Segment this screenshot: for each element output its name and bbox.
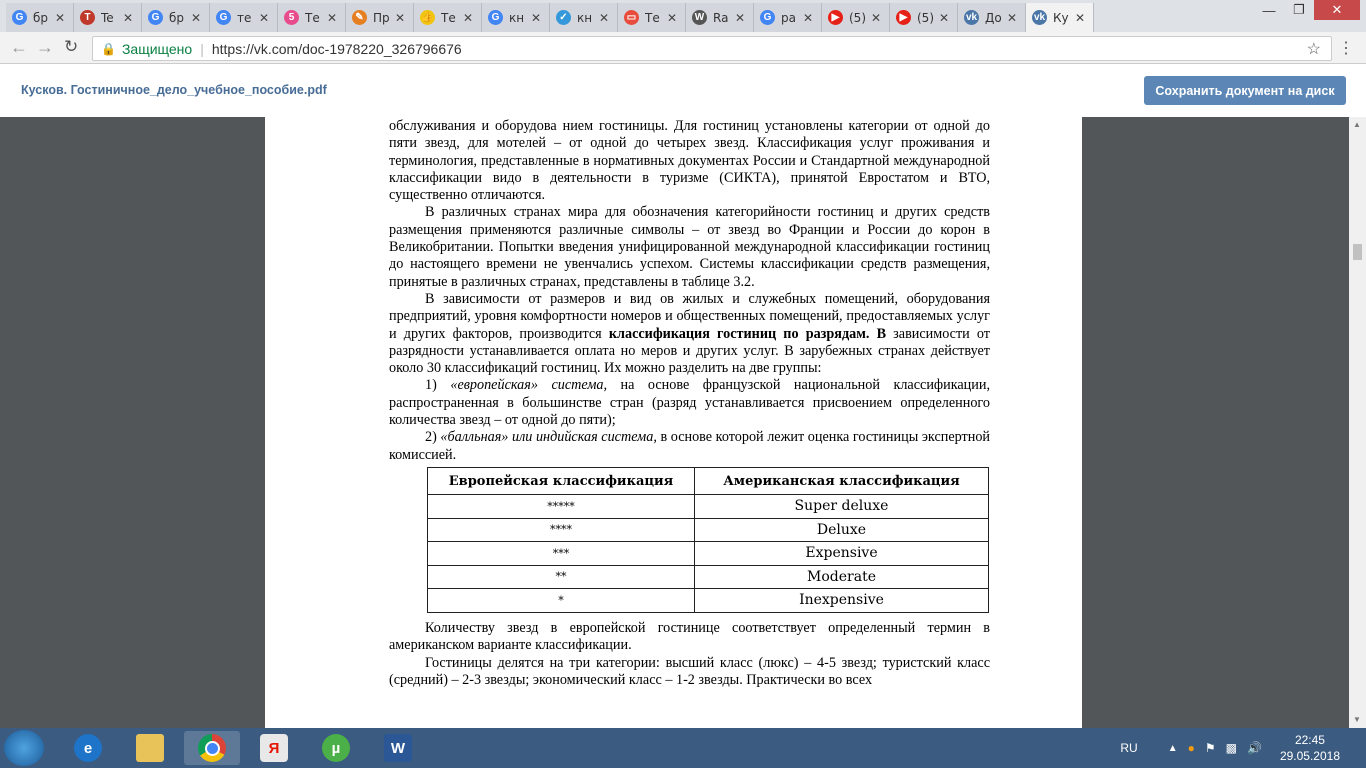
- save-to-disk-button[interactable]: Сохранить документ на диск: [1144, 76, 1346, 105]
- browser-tab[interactable]: [958, 3, 1026, 32]
- list-text: в основе которой лежит оценка гостиницы экспертной комиссией.: [389, 429, 991, 463]
- tab-label: Те: [441, 10, 456, 25]
- browser-tab[interactable]: [414, 3, 482, 32]
- browser-tab[interactable]: [482, 3, 550, 32]
- browser-tab[interactable]: [1026, 3, 1094, 32]
- tab-close-icon[interactable]: ✕: [1074, 10, 1085, 25]
- tab-label: (5): [849, 10, 866, 25]
- document-title: Кусков. Гостиничное_дело_учебное_пособие.pdf: [21, 83, 327, 97]
- google-icon: G: [216, 10, 231, 25]
- paragraph: обслуживания и оборудова нием гостиницы. Для гостиниц установлены категории от одной до пяти звезд, для мотелей – от одной до четырех звезд. Классификация услуг проживания и терминология, представленные в нормативных документах России и Стандартной международной классификации видо в деятельности в туризме (СИКТА), принятой Евростатом и ВТО, существенно отличаются.: [389, 118, 990, 204]
- tab-close-icon[interactable]: ✕: [258, 10, 269, 25]
- forward-icon[interactable]: →: [36, 37, 54, 57]
- scroll-up-icon[interactable]: ▲: [1353, 120, 1361, 129]
- tab-label: Те: [305, 10, 320, 25]
- table-cell: Expensive: [695, 542, 989, 566]
- list-number: 1): [425, 377, 437, 394]
- yandex-browser-icon: Я: [260, 734, 288, 762]
- browser-tab[interactable]: [618, 3, 686, 32]
- site-icon: ✓: [556, 10, 571, 25]
- list-text: на основе французской национальной классификации, распространенная в большинстве стран (разряд устанавливается присвоением определенного количества звезд – от одной до пяти);: [389, 377, 990, 429]
- site-icon: 5: [284, 10, 299, 25]
- tab-close-icon[interactable]: ✕: [190, 10, 201, 25]
- browser-menu-icon[interactable]: ⋮: [1338, 40, 1354, 57]
- italic-term: «европейская» система,: [450, 377, 608, 394]
- browser-tab[interactable]: [278, 3, 346, 32]
- site-icon: ✎: [352, 10, 367, 25]
- table-row: [428, 542, 989, 566]
- tab-close-icon[interactable]: ✕: [54, 10, 65, 25]
- system-tray: [1120, 728, 1366, 768]
- browser-titlebar: [0, 0, 1366, 32]
- clock-date: 29.05.2018: [1279, 749, 1340, 763]
- tray-app-icon[interactable]: ●: [1187, 741, 1195, 755]
- reload-icon[interactable]: ↻: [64, 37, 79, 56]
- browser-tab[interactable]: [210, 3, 278, 32]
- tab-close-icon[interactable]: ✕: [870, 10, 881, 25]
- tab-label: ра: [781, 10, 796, 25]
- paragraph: Гостиницы делятся на три категории: высший класс (люкс) – 4-5 звезд; туристский класс (средний) – 2-3 звезды; экономический класс – 1-2 звезды. Практически во всех: [389, 654, 990, 688]
- back-icon[interactable]: ←: [10, 37, 28, 57]
- table-cell: Inexpensive: [695, 589, 989, 613]
- tab-close-icon[interactable]: ✕: [734, 10, 745, 25]
- volume-icon[interactable]: 🔊: [1246, 741, 1262, 755]
- tab-label: (5): [917, 10, 934, 25]
- tab-label: бр: [169, 10, 185, 25]
- close-icon[interactable]: ✕: [1314, 0, 1360, 20]
- address-bar: [0, 32, 1366, 64]
- tab-close-icon[interactable]: ✕: [1006, 10, 1017, 25]
- youtube-icon: ▶: [828, 10, 843, 25]
- start-button[interactable]: [4, 730, 44, 766]
- tab-close-icon[interactable]: ✕: [598, 10, 609, 25]
- utorrent-icon: µ: [322, 734, 350, 762]
- tab-close-icon[interactable]: ✕: [462, 10, 473, 25]
- table-cell: ***: [428, 542, 695, 566]
- table-cell: *****: [428, 495, 695, 519]
- table-cell: *: [428, 589, 695, 613]
- table-header: Европейская классификация: [428, 468, 695, 495]
- clock-time: 22:45: [1294, 733, 1325, 747]
- secure-label: Защищено: [121, 40, 193, 57]
- tab-close-icon[interactable]: ✕: [666, 10, 677, 25]
- internet-explorer-icon: e: [74, 734, 102, 762]
- page-text: [389, 118, 990, 464]
- maximize-icon[interactable]: ❐: [1293, 2, 1305, 17]
- explorer-taskbar-button[interactable]: [122, 731, 178, 765]
- bold-term: классификация гостиниц по разрядам. В: [608, 325, 887, 342]
- paragraph: В различных странах мира для обозначения категорийности гостиниц и других средств размещения применяются различные символы – от звезд во Франции и России до корон в Великобритании. Попытки введения унифицированной международной классификации гостиниц до настоящего времени не увенчались успехом. Системы классификации средств размещения, принятые в различных странах, представлены в таблице 3.2.: [389, 204, 990, 290]
- url-separator: |: [200, 40, 204, 57]
- table-row: [428, 565, 989, 589]
- tab-strip: [6, 3, 1094, 32]
- bookmark-star-icon[interactable]: ☆: [1306, 40, 1321, 58]
- tab-close-icon[interactable]: ✕: [938, 10, 949, 25]
- browser-tab[interactable]: [142, 3, 210, 32]
- list-number: 2): [425, 429, 437, 446]
- paragraph: [389, 291, 990, 377]
- tab-label: Ra: [713, 10, 729, 25]
- word-taskbar-button[interactable]: [370, 731, 426, 765]
- chrome-icon: [198, 734, 226, 762]
- tab-label: кн: [577, 10, 593, 25]
- url-input[interactable]: [92, 36, 1332, 61]
- browser-tab[interactable]: [74, 3, 142, 32]
- vertical-scrollbar[interactable]: [1349, 117, 1366, 728]
- google-icon: G: [12, 10, 27, 25]
- google-icon: G: [488, 10, 503, 25]
- tab-close-icon[interactable]: ✕: [326, 10, 337, 25]
- tray-expand-icon[interactable]: ▲: [1167, 742, 1178, 754]
- tab-label: Te: [101, 10, 114, 25]
- browser-tab[interactable]: [550, 3, 618, 32]
- chrome-taskbar-button[interactable]: [184, 731, 240, 765]
- tab-label: Ку: [1053, 10, 1069, 25]
- browser-tab[interactable]: [6, 3, 74, 32]
- pdf-page: [265, 117, 1082, 728]
- tab-close-icon[interactable]: ✕: [530, 10, 541, 25]
- action-center-icon[interactable]: ⚑: [1204, 741, 1216, 755]
- site-icon: 👍: [421, 12, 434, 23]
- window-controls: [1254, 0, 1360, 20]
- table-row: [428, 495, 989, 519]
- table-header: Американская классификация: [695, 468, 989, 495]
- browser-tab[interactable]: [346, 3, 414, 32]
- page-text-lower: [389, 620, 990, 689]
- tab-label: те: [237, 10, 252, 25]
- ie-taskbar-button[interactable]: [60, 731, 116, 765]
- paragraph-text: зависимости от разрядности устанавливается оплата но меров и других услуг. В зарубежных странах действует около 30 классификаций гостиниц. Их можно разделить на две группы:: [389, 325, 991, 377]
- document-header: [0, 64, 1366, 118]
- language-indicator[interactable]: RU: [1120, 741, 1138, 755]
- table-cell: Super deluxe: [695, 495, 989, 519]
- table-cell: Moderate: [695, 565, 989, 589]
- youtube-icon: ▶: [896, 10, 911, 25]
- table-row: [428, 589, 989, 613]
- italic-term: «балльная» или индийская система,: [440, 429, 657, 446]
- wikipedia-icon: W: [692, 10, 707, 25]
- yandex-taskbar-button[interactable]: [246, 731, 302, 765]
- tab-label: кн: [509, 10, 525, 25]
- list-item: [389, 377, 990, 429]
- browser-tab[interactable]: [890, 3, 958, 32]
- tab-label: Те: [645, 10, 660, 25]
- clock[interactable]: [1280, 732, 1340, 764]
- tab-label: бр: [33, 10, 49, 25]
- tab-close-icon[interactable]: ✕: [394, 10, 405, 25]
- google-icon: G: [760, 10, 775, 25]
- table-cell: ****: [428, 518, 695, 542]
- tab-close-icon[interactable]: ✕: [802, 10, 813, 25]
- tab-close-icon[interactable]: ✕: [122, 10, 133, 25]
- word-icon: W: [384, 734, 412, 762]
- table-cell: **: [428, 565, 695, 589]
- paragraph-text: В зависимости от размеров и вид ов жилых и служебных помещений, оборудования предприятий, уровня комфортности номеров и общественных помещений, предоставляемых услуг и других факторов, производится: [389, 290, 990, 342]
- vk-icon: vk: [1033, 12, 1046, 23]
- scroll-down-icon[interactable]: ▼: [1353, 715, 1361, 724]
- pdf-viewer: [0, 117, 1349, 728]
- browser-tab[interactable]: [822, 3, 890, 32]
- tab-label: Пр: [373, 10, 390, 25]
- site-icon: ▭: [624, 10, 639, 25]
- google-icon: G: [148, 10, 163, 25]
- scrollbar-thumb[interactable]: [1353, 244, 1362, 260]
- minimize-icon[interactable]: —: [1262, 2, 1276, 18]
- tab-label: До: [985, 10, 1002, 25]
- table-cell: Deluxe: [695, 518, 989, 542]
- browser-tab[interactable]: [754, 3, 822, 32]
- table-header-row: [428, 468, 989, 495]
- vk-icon: vk: [965, 12, 978, 23]
- browser-tab[interactable]: [686, 3, 754, 32]
- paragraph: Количеству звезд в европейской гостинице соответствует определенный термин в американском варианте классификации.: [389, 620, 990, 654]
- classification-table: [427, 467, 989, 613]
- utorrent-taskbar-button[interactable]: [308, 731, 364, 765]
- site-icon: Т: [80, 10, 95, 25]
- lock-icon: 🔒: [101, 41, 116, 56]
- url-text: https://vk.com/doc-1978220_326796676: [211, 40, 462, 57]
- table-row: [428, 518, 989, 542]
- taskbar: [0, 728, 1366, 768]
- network-icon[interactable]: ▩: [1225, 741, 1237, 755]
- folder-icon: [136, 734, 164, 762]
- list-item: [389, 429, 990, 464]
